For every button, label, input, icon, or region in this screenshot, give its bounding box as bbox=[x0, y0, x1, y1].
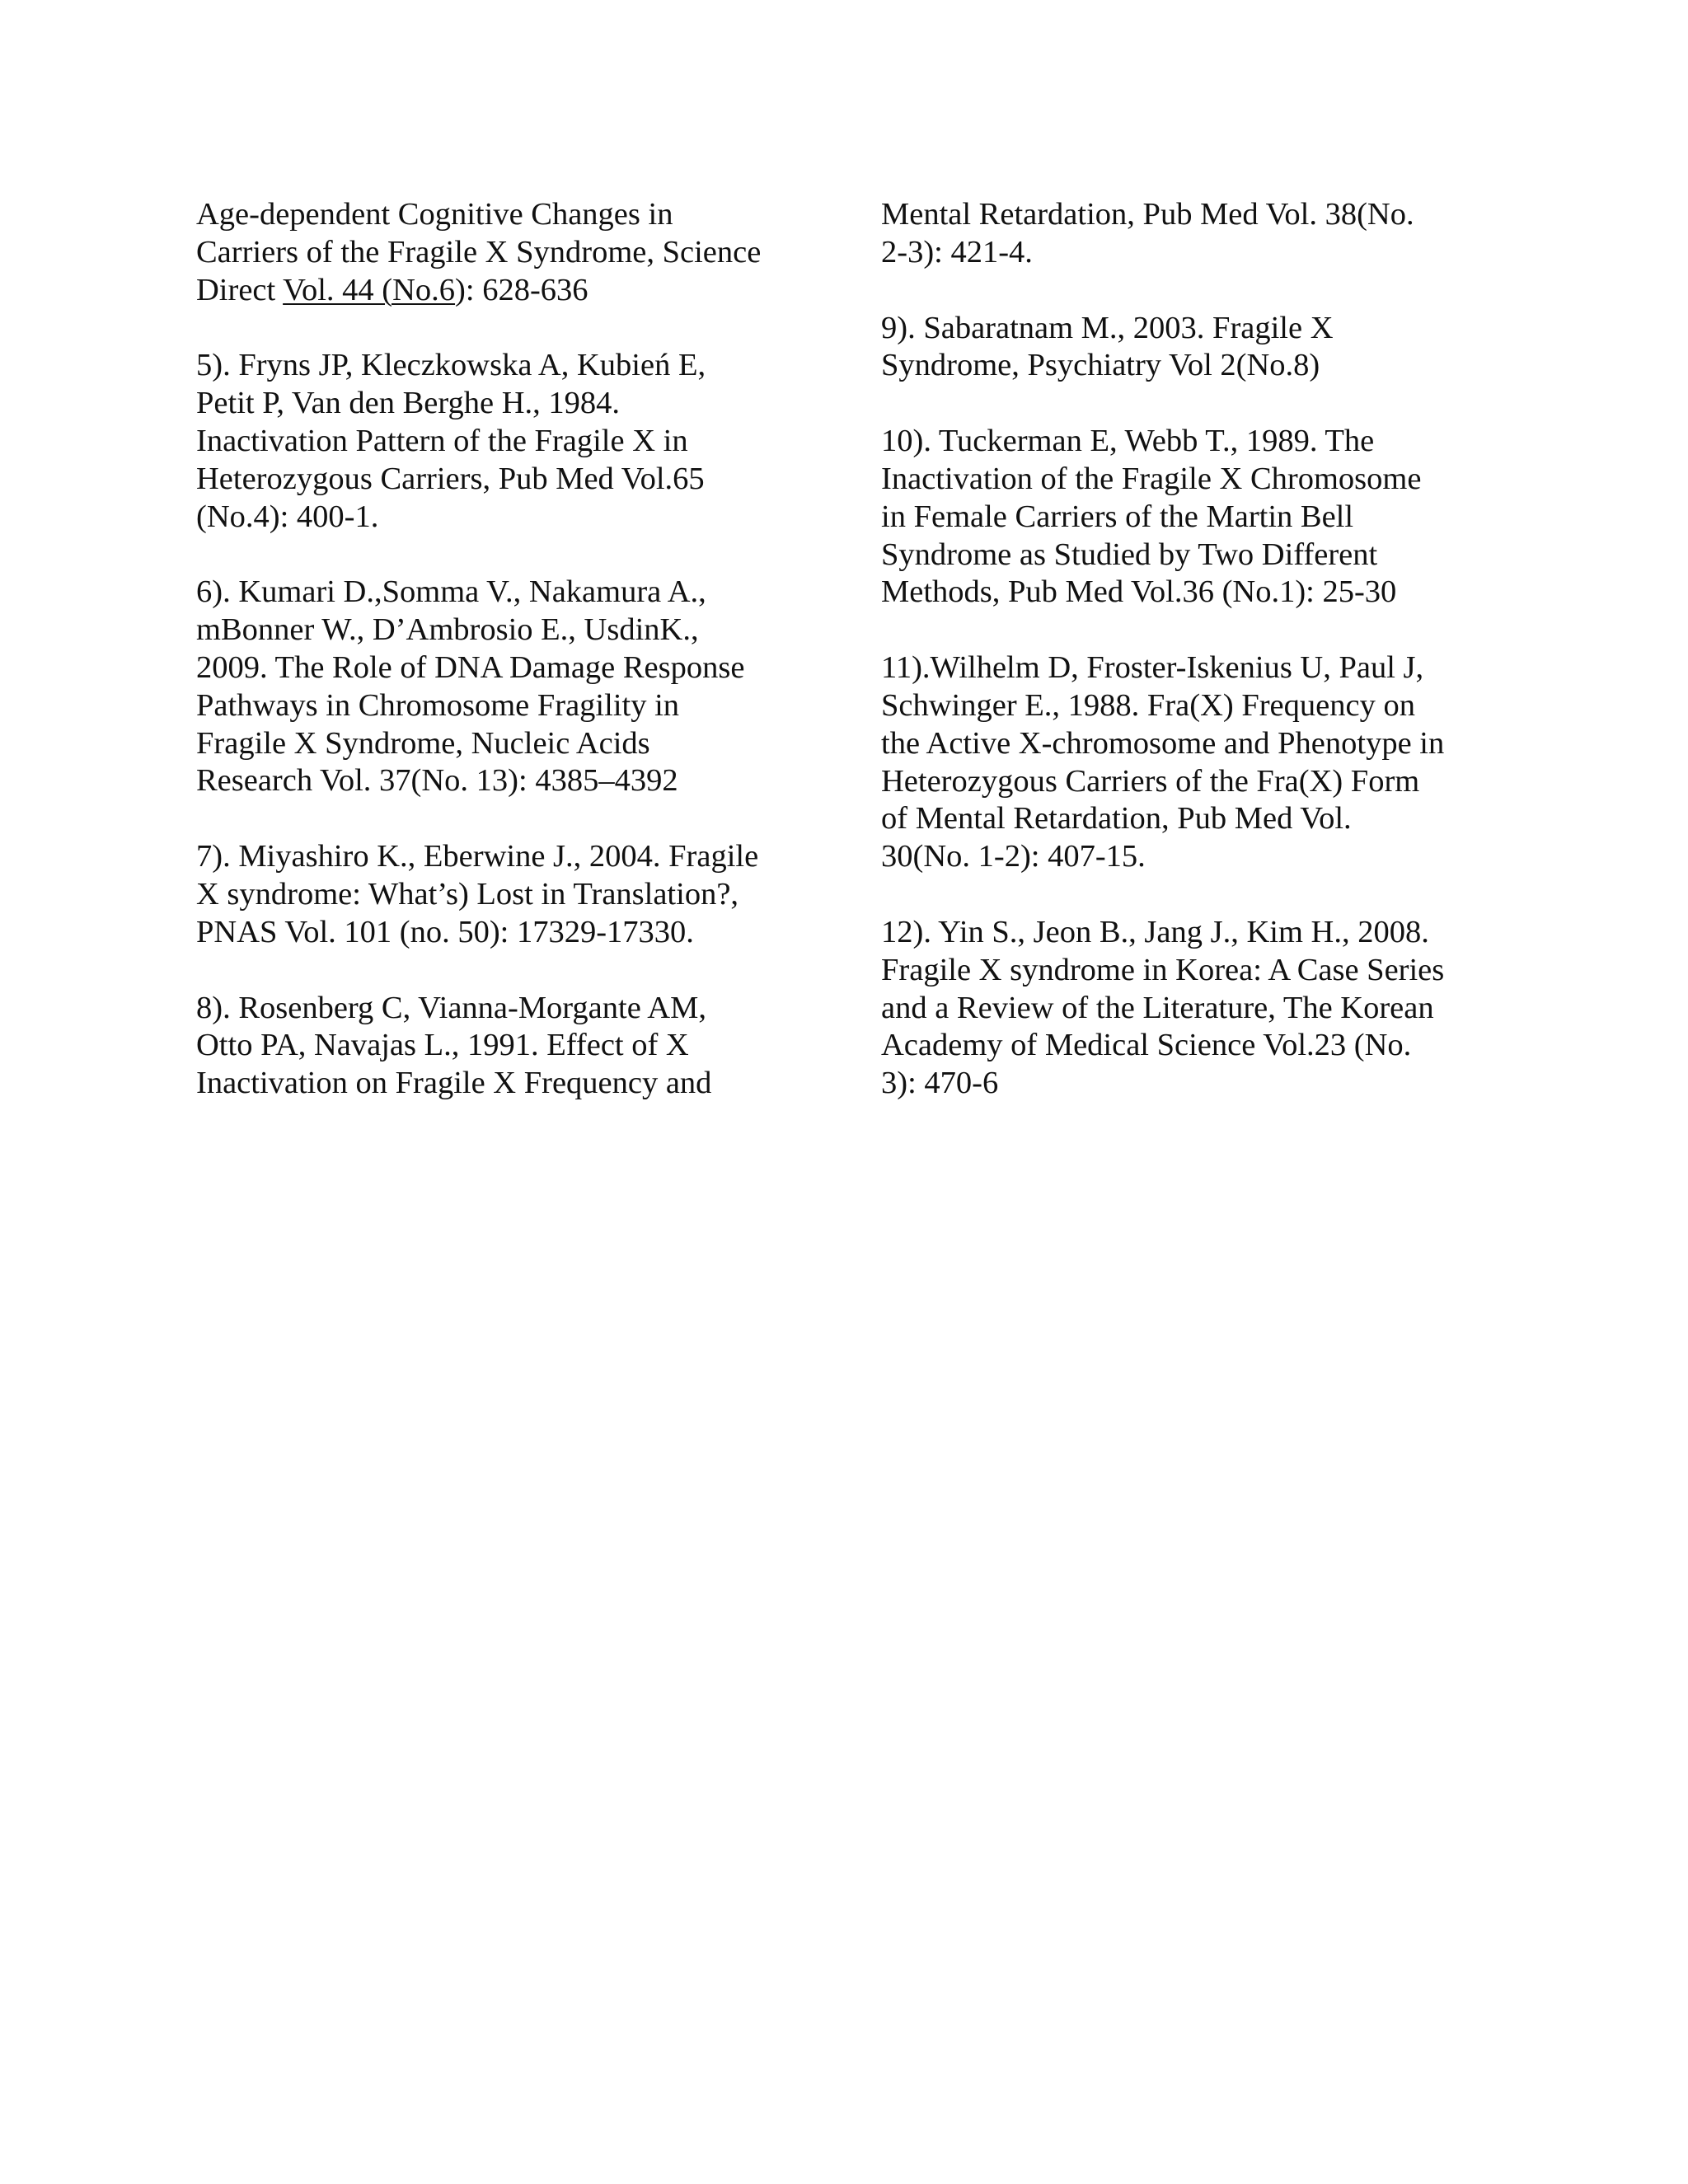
reference-line: Inactivation Pattern of the Fragile X in bbox=[196, 423, 688, 458]
reference-9 bbox=[881, 310, 1507, 386]
reference-line: Academy of Medical Science Vol.23 (No. bbox=[881, 1028, 1412, 1063]
reference-line: 11).Wilhelm D, Froster-Iskenius U, Paul J, bbox=[881, 650, 1424, 686]
reference-line: Petit P, Van den Berghe H., 1984. bbox=[196, 386, 621, 421]
reference-line: 5). Fryns JP, Kleczkowska A, Kubień E, bbox=[196, 348, 706, 383]
reference-line: Inactivation on Fragile X Frequency and bbox=[196, 1066, 712, 1101]
reference-line: 7). Miyashiro K., Eberwine J., 2004. Fragile bbox=[196, 839, 759, 874]
reference-line: PNAS Vol. 101 (no. 50): 17329-17330. bbox=[196, 914, 694, 949]
volume-link[interactable]: Vol. 44 (No.6 bbox=[283, 272, 456, 307]
reference-line: 6). Kumari D.,Somma V., Nakamura A., bbox=[196, 574, 706, 610]
reference-8-continuation bbox=[881, 196, 1507, 272]
reference-line: Otto PA, Navajas L., 1991. Effect of X bbox=[196, 1028, 689, 1063]
reference-line: Syndrome as Studied by Two Different bbox=[881, 537, 1378, 572]
reference-line: Syndrome, Psychiatry Vol 2(No.8) bbox=[881, 348, 1320, 383]
reference-line: Heterozygous Carriers of the Fra(X) Form bbox=[881, 763, 1420, 799]
reference-line: 9). Sabaratnam M., 2003. Fragile X bbox=[881, 310, 1334, 345]
reference-line: 3): 470-6 bbox=[881, 1066, 999, 1101]
reference-10 bbox=[881, 423, 1507, 612]
reference-line: of Mental Retardation, Pub Med Vol. bbox=[881, 801, 1352, 837]
reference-11 bbox=[881, 649, 1507, 876]
reference-line: 8). Rosenberg C, Vianna-Morgante AM, bbox=[196, 990, 706, 1025]
reference-7 bbox=[196, 838, 823, 951]
reference-line: 2-3): 421-4. bbox=[881, 234, 1033, 269]
reference-line: 10). Tuckerman E, Webb T., 1989. The bbox=[881, 424, 1375, 459]
reference-4-continuation bbox=[196, 196, 823, 309]
reference-line: mBonner W., D’Ambrosio E., UsdinK., bbox=[196, 612, 699, 648]
reference-line: Heterozygous Carriers, Pub Med Vol.65 bbox=[196, 461, 705, 496]
reference-line: 12). Yin S., Jeon B., Jang J., Kim H., 2008. bbox=[881, 914, 1429, 949]
reference-line: and a Review of the Literature, The Korean bbox=[881, 990, 1434, 1025]
reference-line: Research Vol. 37(No. 13): 4385–4392 bbox=[196, 763, 678, 799]
references-right-column bbox=[881, 196, 1507, 1141]
reference-line: Fragile X Syndrome, Nucleic Acids bbox=[196, 725, 650, 761]
reference-line: in Female Carriers of the Martin Bell bbox=[881, 499, 1354, 534]
reference-line: Mental Retardation, Pub Med Vol. 38(No. bbox=[881, 197, 1414, 232]
reference-line: the Active X-chromosome and Phenotype in bbox=[881, 725, 1445, 761]
reference-5 bbox=[196, 347, 823, 536]
reference-line: Pathways in Chromosome Fragility in bbox=[196, 687, 680, 723]
reference-line: X syndrome: What’s) Lost in Translation?, bbox=[196, 876, 739, 912]
reference-text: ): 628-636 bbox=[455, 272, 588, 307]
reference-line: (No.4): 400-1. bbox=[196, 499, 379, 534]
reference-line: Carriers of the Fragile X Syndrome, Science bbox=[196, 234, 762, 269]
references-left-column bbox=[196, 196, 823, 1141]
reference-line: 2009. The Role of DNA Damage Response bbox=[196, 649, 745, 685]
reference-line: Age-dependent Cognitive Changes in bbox=[196, 197, 673, 232]
reference-12 bbox=[881, 914, 1507, 1103]
reference-line: Schwinger E., 1988. Fra(X) Frequency on bbox=[881, 687, 1415, 723]
reference-text: Direct bbox=[196, 272, 284, 307]
reference-line bbox=[196, 272, 823, 310]
reference-line: Inactivation of the Fragile X Chromosome bbox=[881, 461, 1422, 496]
reference-line: 30(No. 1-2): 407-15. bbox=[881, 839, 1146, 874]
reference-6 bbox=[196, 574, 823, 800]
reference-8 bbox=[196, 990, 823, 1103]
reference-line: Fragile X syndrome in Korea: A Case Series bbox=[881, 952, 1445, 987]
reference-line: Methods, Pub Med Vol.36 (No.1): 25-30 bbox=[881, 574, 1397, 610]
